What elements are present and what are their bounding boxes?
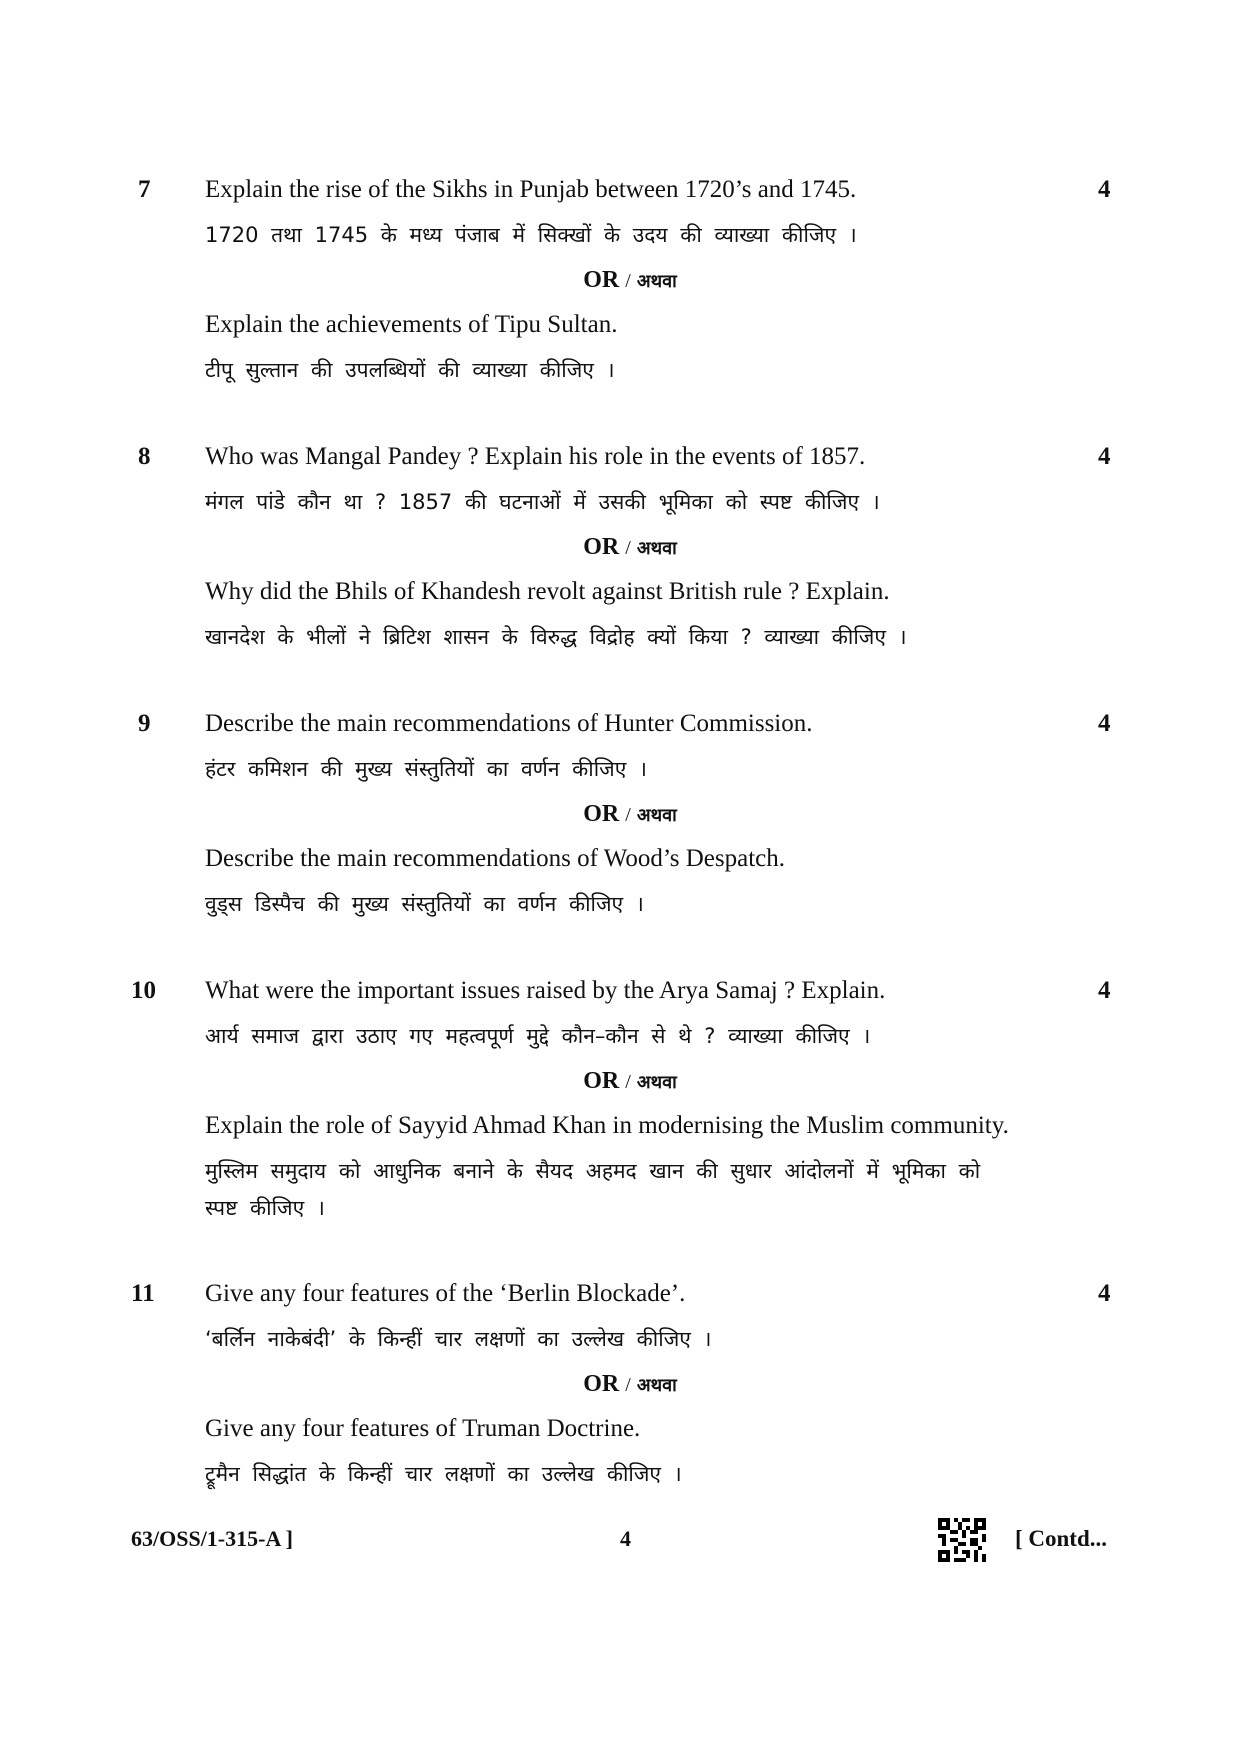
question-text-hi: 1720 तथा 1745 के मध्य पंजाब में सिक्खों के उदय की व्याख्या कीजिए । (205, 223, 857, 247)
or-label-hi: अथवा (636, 538, 677, 559)
question-text-hi: हंटर कमिशन की मुख्य संस्तुतियों का वर्णन कीजिए । (205, 757, 647, 781)
question-marks: 4 (1098, 443, 1111, 470)
question-marks: 4 (1098, 1280, 1111, 1307)
question-marks: 4 (1098, 977, 1111, 1004)
or-separator: / (625, 270, 631, 292)
question-text-en: What were the important issues raised by the Arya Samaj ? Explain. (205, 977, 886, 1004)
question-text-en: Give any four features of the ‘Berlin Blockade’. (205, 1280, 686, 1307)
or-divider (0, 1367, 1240, 1401)
question-marks: 4 (1098, 710, 1111, 737)
alt-question-text-hi: टीपू सुल्तान की उपलब्धियों की व्याख्या कीजिए । (205, 358, 615, 382)
alt-question-text-en: Explain the achievements of Tipu Sultan. (205, 311, 618, 338)
question-text-hi: मंगल पांडे कौन था ? 1857 की घटनाओं में उसकी भूमिका को स्पष्ट कीजिए । (205, 490, 880, 514)
continued-label: [ Contd... (1015, 1526, 1108, 1551)
or-separator: / (625, 1071, 631, 1093)
question-text-en: Describe the main recommendations of Hunter Commission. (205, 710, 813, 737)
or-label-en: OR (583, 534, 620, 560)
or-separator: / (625, 804, 631, 826)
or-separator: / (625, 537, 631, 559)
qr-code-icon (938, 1518, 986, 1562)
alt-question-text-hi: वुड्स डिस्पैच की मुख्य संस्तुतियों का वर्णन कीजिए । (205, 892, 644, 916)
or-divider (0, 530, 1240, 564)
question-text-hi: आर्य समाज द्वारा उठाए गए महत्वपूर्ण मुद्दे कौन–कौन से थे ? व्याख्या कीजिए । (205, 1024, 871, 1048)
or-divider (0, 1064, 1240, 1098)
or-separator: / (625, 1374, 631, 1396)
or-divider (0, 797, 1240, 831)
or-label-en: OR (583, 267, 620, 293)
alt-question-text-hi: खानदेश के भीलों ने ब्रिटिश शासन के विरुद्ध विद्रोह क्यों किया ? व्याख्या कीजिए । (205, 625, 907, 649)
or-label-hi: अथवा (636, 1375, 677, 1396)
question-text-en: Who was Mangal Pandey ? Explain his role in the events of 1857. (205, 443, 866, 470)
alt-question-text-hi: मुस्लिम समुदाय को आधुनिक बनाने के सैयद अहमद खान की सुधार आंदोलनों में भूमिका को (205, 1159, 981, 1183)
question-number: 11 (131, 1280, 155, 1307)
or-label-en: OR (583, 1068, 620, 1094)
or-divider (0, 263, 1240, 297)
alt-question-text-en: Explain the role of Sayyid Ahmad Khan in modernising the Muslim community. (205, 1112, 1009, 1139)
alt-question-text-hi-cont: स्पष्ट कीजिए । (205, 1196, 325, 1220)
paper-code: 63/OSS/1-315-A ] (131, 1526, 293, 1551)
question-marks: 4 (1098, 176, 1111, 203)
alt-question-text-en: Give any four features of Truman Doctrine. (205, 1415, 641, 1442)
question-number: 8 (138, 443, 151, 470)
or-label-en: OR (583, 1371, 620, 1397)
page-number: 4 (620, 1526, 631, 1551)
alt-question-text-en: Why did the Bhils of Khandesh revolt against British rule ? Explain. (205, 578, 890, 605)
alt-question-text-en: Describe the main recommendations of Wood’s Despatch. (205, 845, 786, 872)
or-label-hi: अथवा (636, 271, 677, 292)
or-label-hi: अथवा (636, 1072, 677, 1093)
question-number: 9 (138, 710, 151, 737)
question-text-en: Explain the rise of the Sikhs in Punjab between 1720’s and 1745. (205, 176, 857, 203)
question-number: 10 (131, 977, 156, 1004)
question-text-hi: ‘बर्लिन नाकेबंदी’ के किन्हीं चार लक्षणों का उल्लेख कीजिए । (205, 1327, 712, 1351)
or-label-en: OR (583, 801, 620, 827)
question-number: 7 (138, 176, 151, 203)
or-label-hi: अथवा (636, 805, 677, 826)
alt-question-text-hi: ट्रूमैन सिद्धांत के किन्हीं चार लक्षणों का उल्लेख कीजिए । (205, 1462, 682, 1486)
